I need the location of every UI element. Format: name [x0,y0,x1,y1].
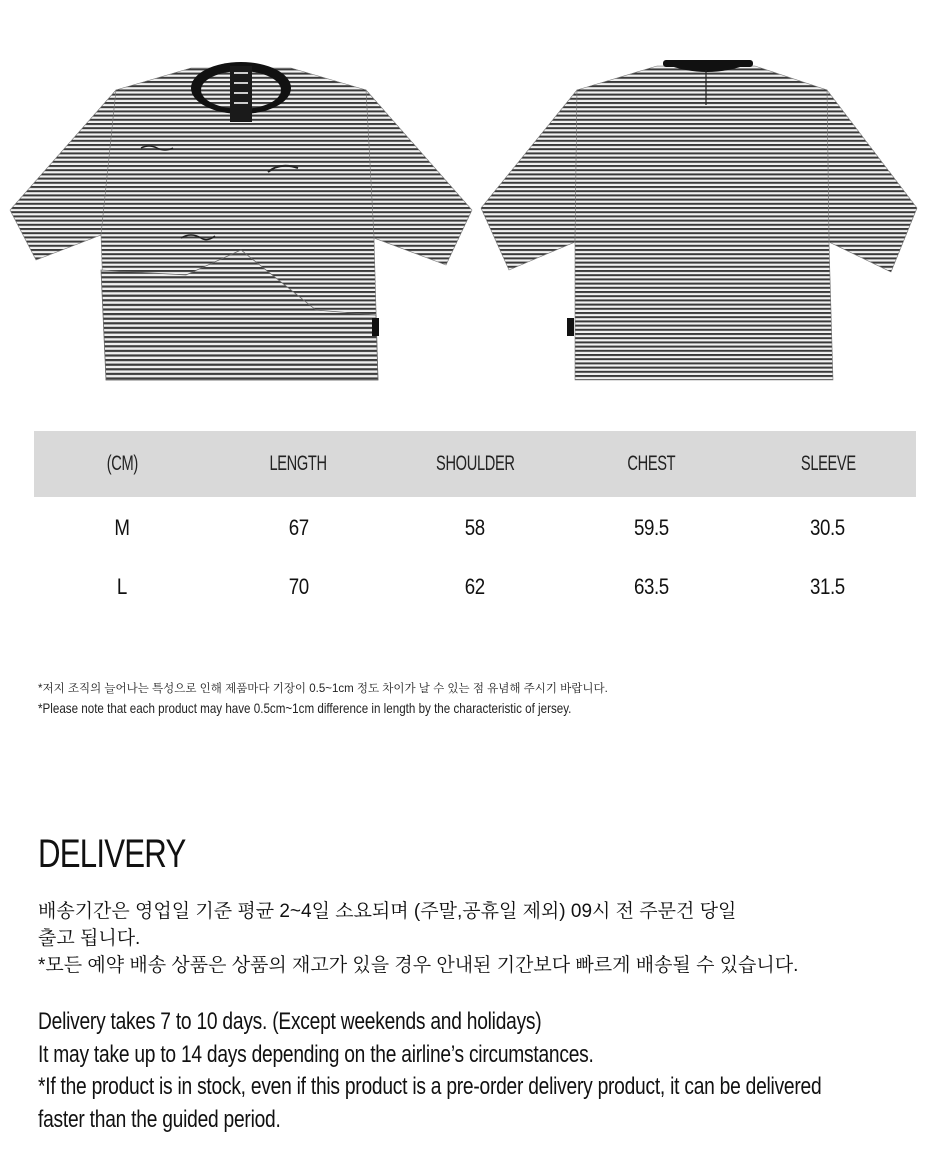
sleeve-cell: 31.5 [810,574,846,599]
shoulder-cell: 58 [464,515,485,540]
header-sleeve: SLEEVE [800,452,856,475]
sleeve-cell: 30.5 [810,515,846,540]
delivery-korean-line: 배송기간은 영업일 기준 평균 2~4일 소요되며 (주말,공휴일 제외) 09시 전 주문건 당일 [38,901,737,922]
size-table-header [34,431,916,497]
delivery-english-line: It may take up to 14 days depending on the airline’s circumstances. [38,1040,594,1068]
delivery-english-line: faster than the guided period. [38,1105,281,1133]
delivery-korean-text [38,898,918,979]
table-row [34,497,916,557]
size-cell: M [114,515,130,540]
header-unit: (CM) [106,452,138,475]
chest-cell: 59.5 [634,515,669,540]
product-photos [0,0,950,400]
length-cell: 67 [288,515,309,540]
header-shoulder: SHOULDER [435,452,515,475]
delivery-english-text [38,1006,821,1136]
header-length: LENGTH [269,452,328,475]
table-row [34,557,916,617]
size-table [34,431,916,617]
shoulder-cell: 62 [464,574,485,599]
delivery-title: DELIVERY [38,832,186,876]
delivery-korean-line: 출고 됩니다. [38,928,141,949]
size-cell: L [117,574,128,599]
size-note-english: *Please note that each product may have 0.5cm~1cm difference in length by the characteristic of jersey. [38,700,572,716]
delivery-english-line: *If the product is in stock, even if this product is a pre-order delivery product, it can be delivered [38,1073,822,1100]
tshirt-front-image [6,60,476,382]
chest-cell: 63.5 [634,574,669,599]
header-chest: CHEST [627,452,676,475]
delivery-english-line: Delivery takes 7 to 10 days. (Except weekends and holidays) [38,1008,542,1035]
tshirt-back-image [477,60,947,382]
size-note-korean: *저지 조직의 늘어나는 특성으로 인해 제품마다 기장이 0.5~1cm 정도 차이가 날 수 있는 점 유념해 주시기 바랍니다. [38,683,608,695]
delivery-korean-line: *모든 예약 배송 상품은 상품의 재고가 있을 경우 안내된 기간보다 빠르게 배송될 수 있습니다. [38,955,799,976]
length-cell: 70 [288,574,309,599]
